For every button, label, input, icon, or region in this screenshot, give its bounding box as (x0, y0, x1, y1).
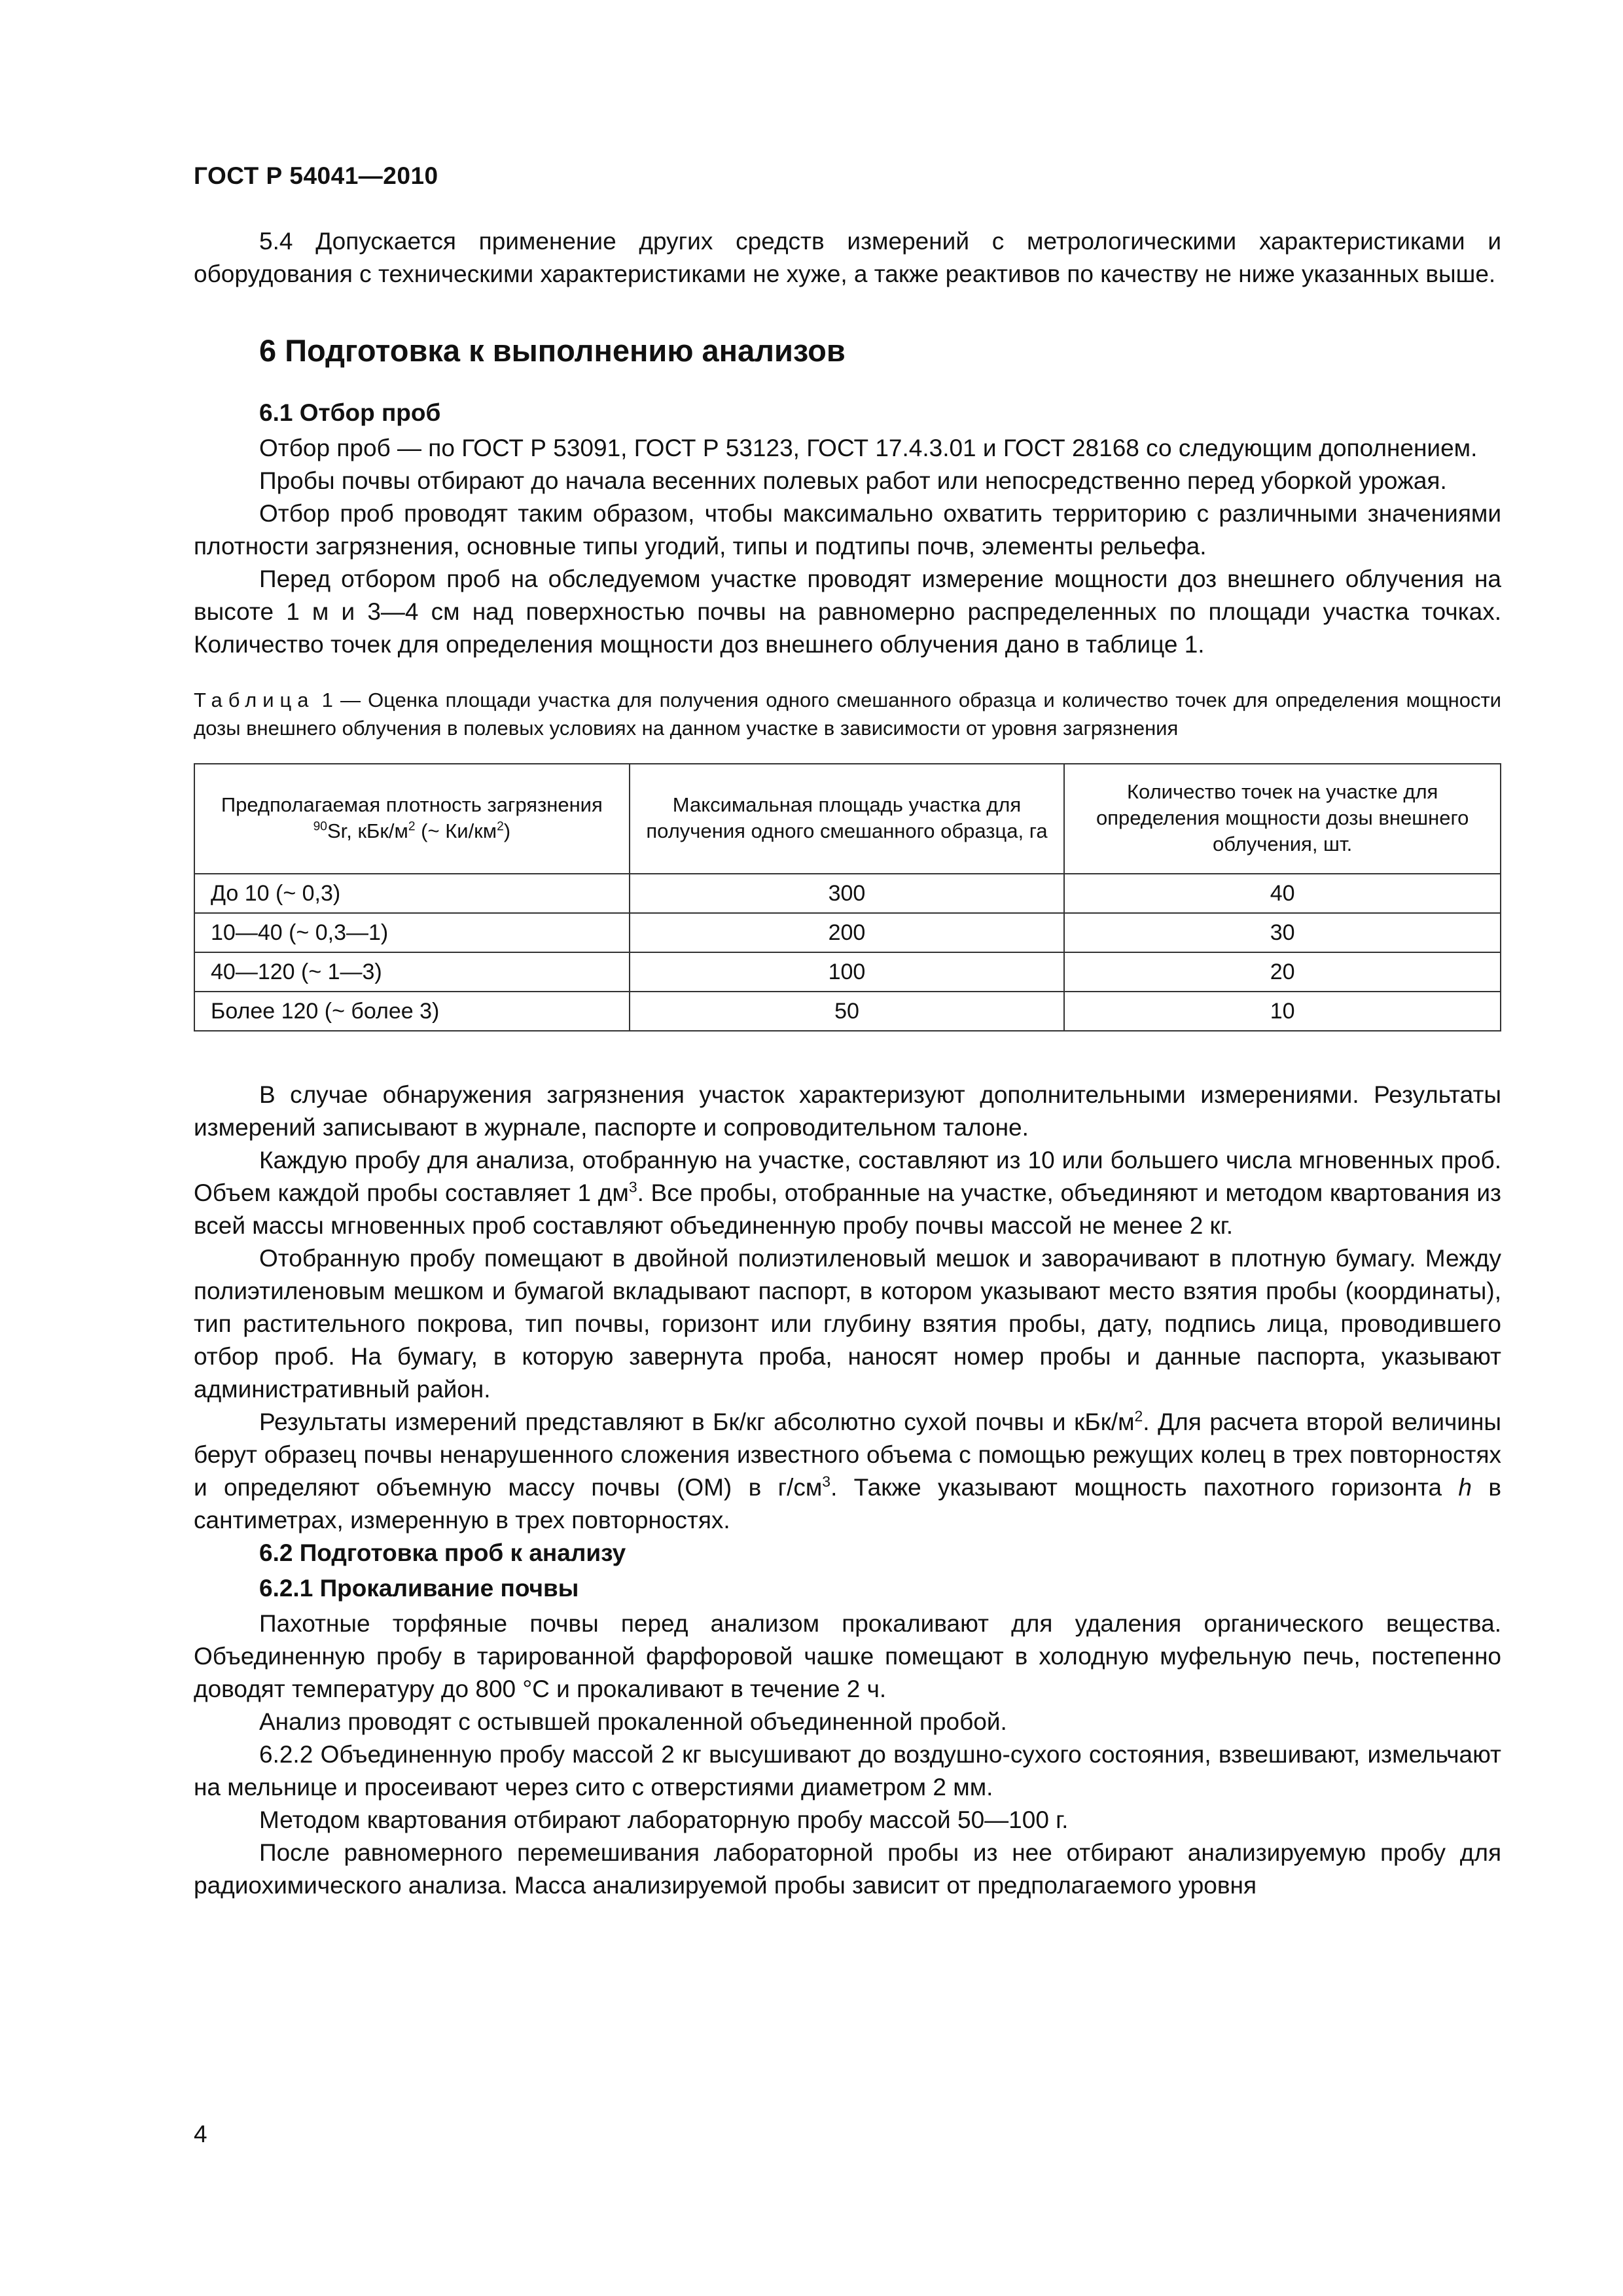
table-caption (194, 686, 1501, 742)
paragraph: Отобранную пробу помещают в двойной полиэтиленовый мешок и заворачивают в плотную бумагу. Между полиэтиленовым мешком и бумагой вкладывают паспорт, в котором указывают место взятия пробы (координаты), тип растительного покрова, тип почвы, горизонт или глубину взятия пробы, дату, подпись лица, проводившего отбор проб. На бумагу, в которую завернута проба, наносят номер пробы и данные паспорта, указывают административный район. (194, 1245, 1501, 1403)
document-header: ГОСТ Р 54041—2010 (194, 162, 438, 189)
column-header-density (194, 764, 630, 874)
unit-exponent: 2 (408, 819, 416, 834)
paragraph: Пробы почвы отбирают до начала весенних полевых работ или непосредственно перед уборкой урожая. (259, 467, 1447, 494)
text-run: . Все пробы, отобранные на участке, объединяют и методом квартования из всей массы мгновенных проб составляют объединенную пробу почвы массой не менее 2 кг. (194, 1179, 1502, 1239)
exponent: 3 (628, 1178, 637, 1196)
cell-area: 300 (630, 874, 1065, 913)
cell-density: Более 120 (~ более 3) (194, 992, 630, 1031)
text-run: Каждую пробу для анализа, отобранную на участке, составляют из 10 или большего числа мгновенных проб. Объем каждой пробы составляет 1 дм (194, 1147, 1501, 1206)
text-run: в сантиметрах, измеренную в трех повторностях. (194, 1474, 1501, 1534)
unit-close: ) (503, 819, 511, 842)
exponent: 3 (822, 1473, 831, 1490)
table-caption-label: Таблица (194, 689, 315, 711)
cell-area: 50 (630, 992, 1065, 1031)
paragraph: 6.2.2 Объединенную пробу массой 2 кг высушивают до воздушно-сухого состояния, взвешивают, измельчают на мельнице и просеивают через сито с отверстиями диаметром 2 мм. (194, 1741, 1501, 1801)
document-body (194, 225, 1501, 1902)
isotope-mass-number: 90 (313, 819, 327, 834)
paragraph-5-4: 5.4 Допускается применение других средств измерений с метрологическими характеристиками и оборудования с техническими характеристиками не хуже, а также реактивов по качеству не ниже указанных выше. (194, 228, 1501, 287)
cell-density: 40—120 (~ 1—3) (194, 952, 630, 992)
cell-points: 20 (1064, 952, 1501, 992)
table-header-row (194, 764, 1501, 874)
contamination-table (194, 763, 1501, 1031)
paragraph (194, 1144, 1501, 1242)
exponent: 2 (1134, 1407, 1143, 1425)
cell-points: 30 (1064, 913, 1501, 952)
paragraph: В случае обнаружения загрязнения участок характеризуют дополнительными измерениями. Результаты измерений записывают в журнале, паспорте и сопроводительном талоне. (194, 1081, 1501, 1141)
paragraph: Отбор проб — по ГОСТ Р 53091, ГОСТ Р 53123, ГОСТ 17.4.3.01 и ГОСТ 28168 со следующим дополнением. (259, 435, 1478, 461)
unit-exponent: 2 (497, 819, 504, 834)
page-number: 4 (194, 2121, 207, 2147)
column-header-points: Количество точек на участке для определения мощности дозы внешнего облучения, шт. (1064, 764, 1501, 874)
text-run: Результаты измерений представляют в Бк/кг абсолютно сухой почвы и кБк/м (259, 1408, 1135, 1435)
isotope-unit: Sr, кБк/м (327, 819, 408, 842)
section-6-2-heading: 6.2 Подготовка проб к анализу (259, 1539, 626, 1566)
section-6-2-1-heading: 6.2.1 Прокаливание почвы (259, 1575, 579, 1602)
cell-area: 100 (630, 952, 1065, 992)
cell-area: 200 (630, 913, 1065, 952)
cell-density: 10—40 (~ 0,3—1) (194, 913, 630, 952)
paragraph: Отбор проб проводят таким образом, чтобы максимально охватить территорию с различными значениями плотности загрязнения, основные типы угодий, типы и подтипы почв, элементы рельефа. (194, 500, 1501, 560)
cell-points: 10 (1064, 992, 1501, 1031)
text-run: . Также указывают мощность пахотного горизонта (830, 1474, 1459, 1501)
paragraph: Анализ проводят с остывшей прокаленной объединенной пробой. (259, 1708, 1007, 1735)
table-row (194, 992, 1501, 1031)
section-6-1-heading: 6.1 Отбор проб (259, 399, 441, 426)
section-6-heading: 6 Подготовка к выполнению анализов (259, 333, 846, 368)
text-run: . Для расчета второй величины берут образец почвы ненарушенного сложения известного объема с помощью режущих колец в трех повторностях и определяют объемную массу почвы (ОМ) в г/см (194, 1408, 1501, 1501)
cell-density: До 10 (~ 0,3) (194, 874, 630, 913)
paragraph: Пахотные торфяные почвы перед анализом прокаливают для удаления органического вещества. Объединенную пробу в тарированной фарфоровой чашке помещают в холодную муфельную печь, постепенно доводят температуру до 800 °С и прокаливают в течение 2 ч. (194, 1610, 1501, 1702)
table-row (194, 874, 1501, 913)
paragraph: Перед отбором проб на обследуемом участке проводят измерение мощности доз внешнего облучения на высоте 1 м и 3—4 см над поверхностью почвы на равномерно распределенных по площади участка точках. Количество точек для определения мощности доз внешнего облучения дано в таблице 1. (194, 565, 1501, 658)
column-header-area: Максимальная площадь участка для получения одного смешанного образца, га (630, 764, 1065, 874)
variable-h: h (1458, 1474, 1472, 1501)
unit-alt: (~ Ки/км (415, 819, 497, 842)
paragraph: Методом квартования отбирают лабораторную пробу массой 50—100 г. (259, 1806, 1069, 1833)
cell-points: 40 (1064, 874, 1501, 913)
table-row (194, 913, 1501, 952)
table-row (194, 952, 1501, 992)
column-header-density-line1: Предполагаемая плотность загрязнения (221, 793, 603, 816)
table-caption-text: 1 — Оценка площади участка для получения одного смешанного образца и количество точек для определения мощности дозы внешнего облучения в полевых условиях на данном участке в зависимости от уровня загрязнения (194, 689, 1501, 740)
paragraph: После равномерного перемешивания лабораторной пробы из нее отбирают анализируемую пробу для радиохимического анализа. Масса анализируемой пробы зависит от предполагаемого уровня (194, 1839, 1501, 1899)
paragraph (194, 1406, 1501, 1537)
